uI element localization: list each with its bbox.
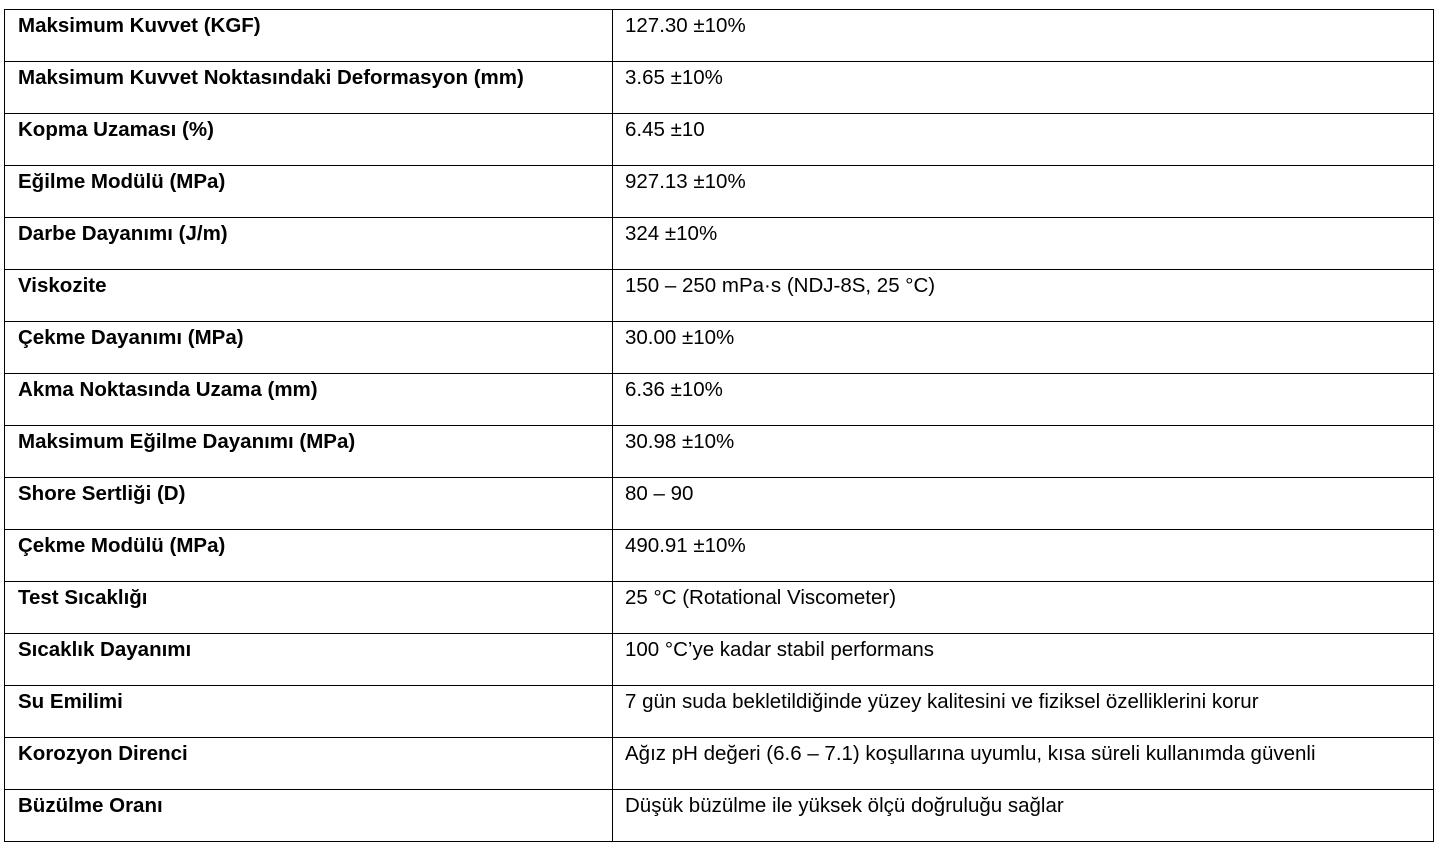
table-row [5,426,1434,478]
property-name: Shore Sertliği (D) [5,478,613,530]
table-row [5,686,1434,738]
property-value: 6.45 ±10 [613,114,1434,166]
property-value: 127.30 ±10% [613,10,1434,62]
table-row [5,166,1434,218]
property-name: Viskozite [5,270,613,322]
properties-table-body [5,10,1434,842]
table-row [5,790,1434,842]
property-value: 6.36 ±10% [613,374,1434,426]
property-value: 30.00 ±10% [613,322,1434,374]
table-row [5,634,1434,686]
property-name: Sıcaklık Dayanımı [5,634,613,686]
property-name: Eğilme Modülü (MPa) [5,166,613,218]
property-value: Düşük büzülme ile yüksek ölçü doğruluğu sağlar [613,790,1434,842]
property-value: 927.13 ±10% [613,166,1434,218]
property-name: Maksimum Kuvvet Noktasındaki Deformasyon (mm) [5,62,613,114]
table-row [5,582,1434,634]
property-value: 25 °C (Rotational Viscometer) [613,582,1434,634]
property-name: Darbe Dayanımı (J/m) [5,218,613,270]
table-row [5,114,1434,166]
property-name: Test Sıcaklığı [5,582,613,634]
property-name: Çekme Modülü (MPa) [5,530,613,582]
property-value: 490.91 ±10% [613,530,1434,582]
table-row [5,322,1434,374]
property-name: Akma Noktasında Uzama (mm) [5,374,613,426]
table-row [5,374,1434,426]
property-value: Ağız pH değeri (6.6 – 7.1) koşullarına uyumlu, kısa süreli kullanımda güvenli [613,738,1434,790]
property-name: Kopma Uzaması (%) [5,114,613,166]
table-row [5,218,1434,270]
property-name: Korozyon Direnci [5,738,613,790]
property-name: Su Emilimi [5,686,613,738]
property-value: 80 – 90 [613,478,1434,530]
table-row [5,530,1434,582]
property-value: 324 ±10% [613,218,1434,270]
property-value: 30.98 ±10% [613,426,1434,478]
table-row [5,62,1434,114]
property-name: Maksimum Kuvvet (KGF) [5,10,613,62]
property-name: Çekme Dayanımı (MPa) [5,322,613,374]
table-row [5,738,1434,790]
properties-table [4,9,1434,842]
property-value: 150 – 250 mPa·s (NDJ-8S, 25 °C) [613,270,1434,322]
property-name: Büzülme Oranı [5,790,613,842]
property-value: 100 °C’ye kadar stabil performans [613,634,1434,686]
property-value: 7 gün suda bekletildiğinde yüzey kalitesini ve fiziksel özelliklerini korur [613,686,1434,738]
table-row [5,270,1434,322]
property-name: Maksimum Eğilme Dayanımı (MPa) [5,426,613,478]
table-row [5,478,1434,530]
table-row [5,10,1434,62]
property-value: 3.65 ±10% [613,62,1434,114]
